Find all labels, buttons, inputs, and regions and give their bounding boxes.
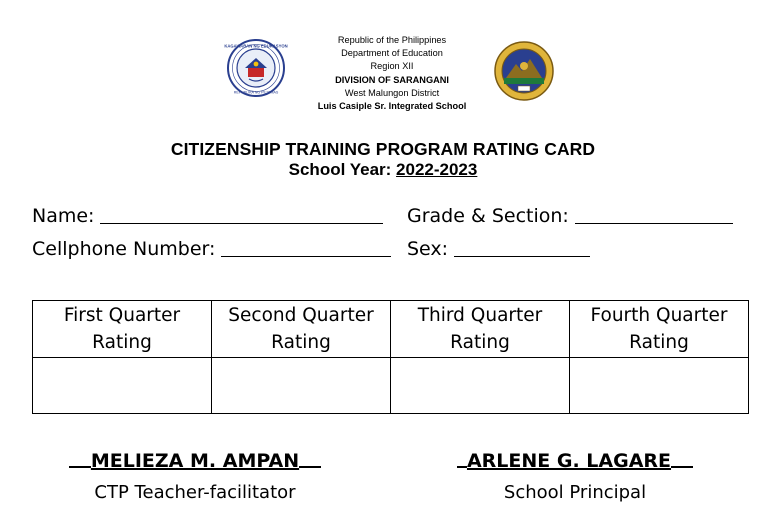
grade-section-blank[interactable] (575, 206, 733, 224)
name-field[interactable] (32, 205, 383, 227)
cellphone-blank[interactable] (221, 239, 391, 257)
signature-line (671, 454, 693, 468)
header-line-republic: Republic of the Philippines (337, 35, 447, 45)
sex-blank[interactable] (454, 239, 590, 257)
signature-line (457, 454, 467, 468)
principal-role: School Principal (503, 482, 647, 503)
header-second-quarter: Second Quarter Rating (212, 301, 391, 358)
school-seal-icon (488, 40, 560, 102)
rating-table (32, 300, 749, 414)
signature-line (69, 454, 91, 468)
third-quarter-rating-cell[interactable] (391, 358, 570, 414)
principal-signature-name: ARLENE G. LAGARE (440, 450, 710, 472)
table-header-row (33, 301, 749, 358)
school-year (0, 160, 766, 180)
first-quarter-rating-cell[interactable] (33, 358, 212, 414)
header-line-district: West Malungon District (344, 87, 440, 98)
signature-line (299, 454, 321, 468)
deped-seal-icon (221, 38, 291, 98)
header-line-region: Region XII (370, 61, 414, 72)
fourth-quarter-rating-cell[interactable] (570, 358, 749, 414)
deped-seal-subtext: REPUBLIKA NG PILIPINAS (233, 90, 279, 95)
school-year-label: School Year: (288, 160, 397, 179)
table-row (33, 358, 749, 414)
school-header (300, 34, 484, 113)
header-first-quarter: First Quarter Rating (33, 301, 212, 358)
header-third-quarter: Third Quarter Rating (391, 301, 570, 358)
grade-section-label: Grade & Section: (407, 205, 569, 227)
sex-field[interactable] (407, 238, 590, 260)
header-line-deped: Department of Education (341, 48, 443, 59)
cellphone-field[interactable] (32, 238, 391, 260)
header-fourth-quarter: Fourth Quarter Rating (570, 301, 749, 358)
teacher-signature-name: MELIEZA M. AMPAN (60, 450, 330, 472)
sex-label: Sex: (407, 238, 449, 260)
grade-section-field[interactable] (407, 205, 733, 227)
name-blank[interactable] (100, 206, 383, 224)
page-title: CITIZENSHIP TRAINING PROGRAM RATING CARD (170, 139, 596, 159)
second-quarter-rating-cell[interactable] (212, 358, 391, 414)
header-line-school: Luis Casiple Sr. Integrated School (317, 101, 467, 112)
school-year-value: 2022-2023 (396, 160, 478, 179)
deped-seal-text: KAGAWARAN NG EDUKASYON (224, 43, 288, 49)
header-line-division: DIVISION OF SARANGANI (335, 74, 449, 85)
teacher-role: CTP Teacher-facilitator (94, 482, 296, 503)
name-label: Name: (32, 205, 95, 227)
cellphone-label: Cellphone Number: (32, 238, 216, 260)
